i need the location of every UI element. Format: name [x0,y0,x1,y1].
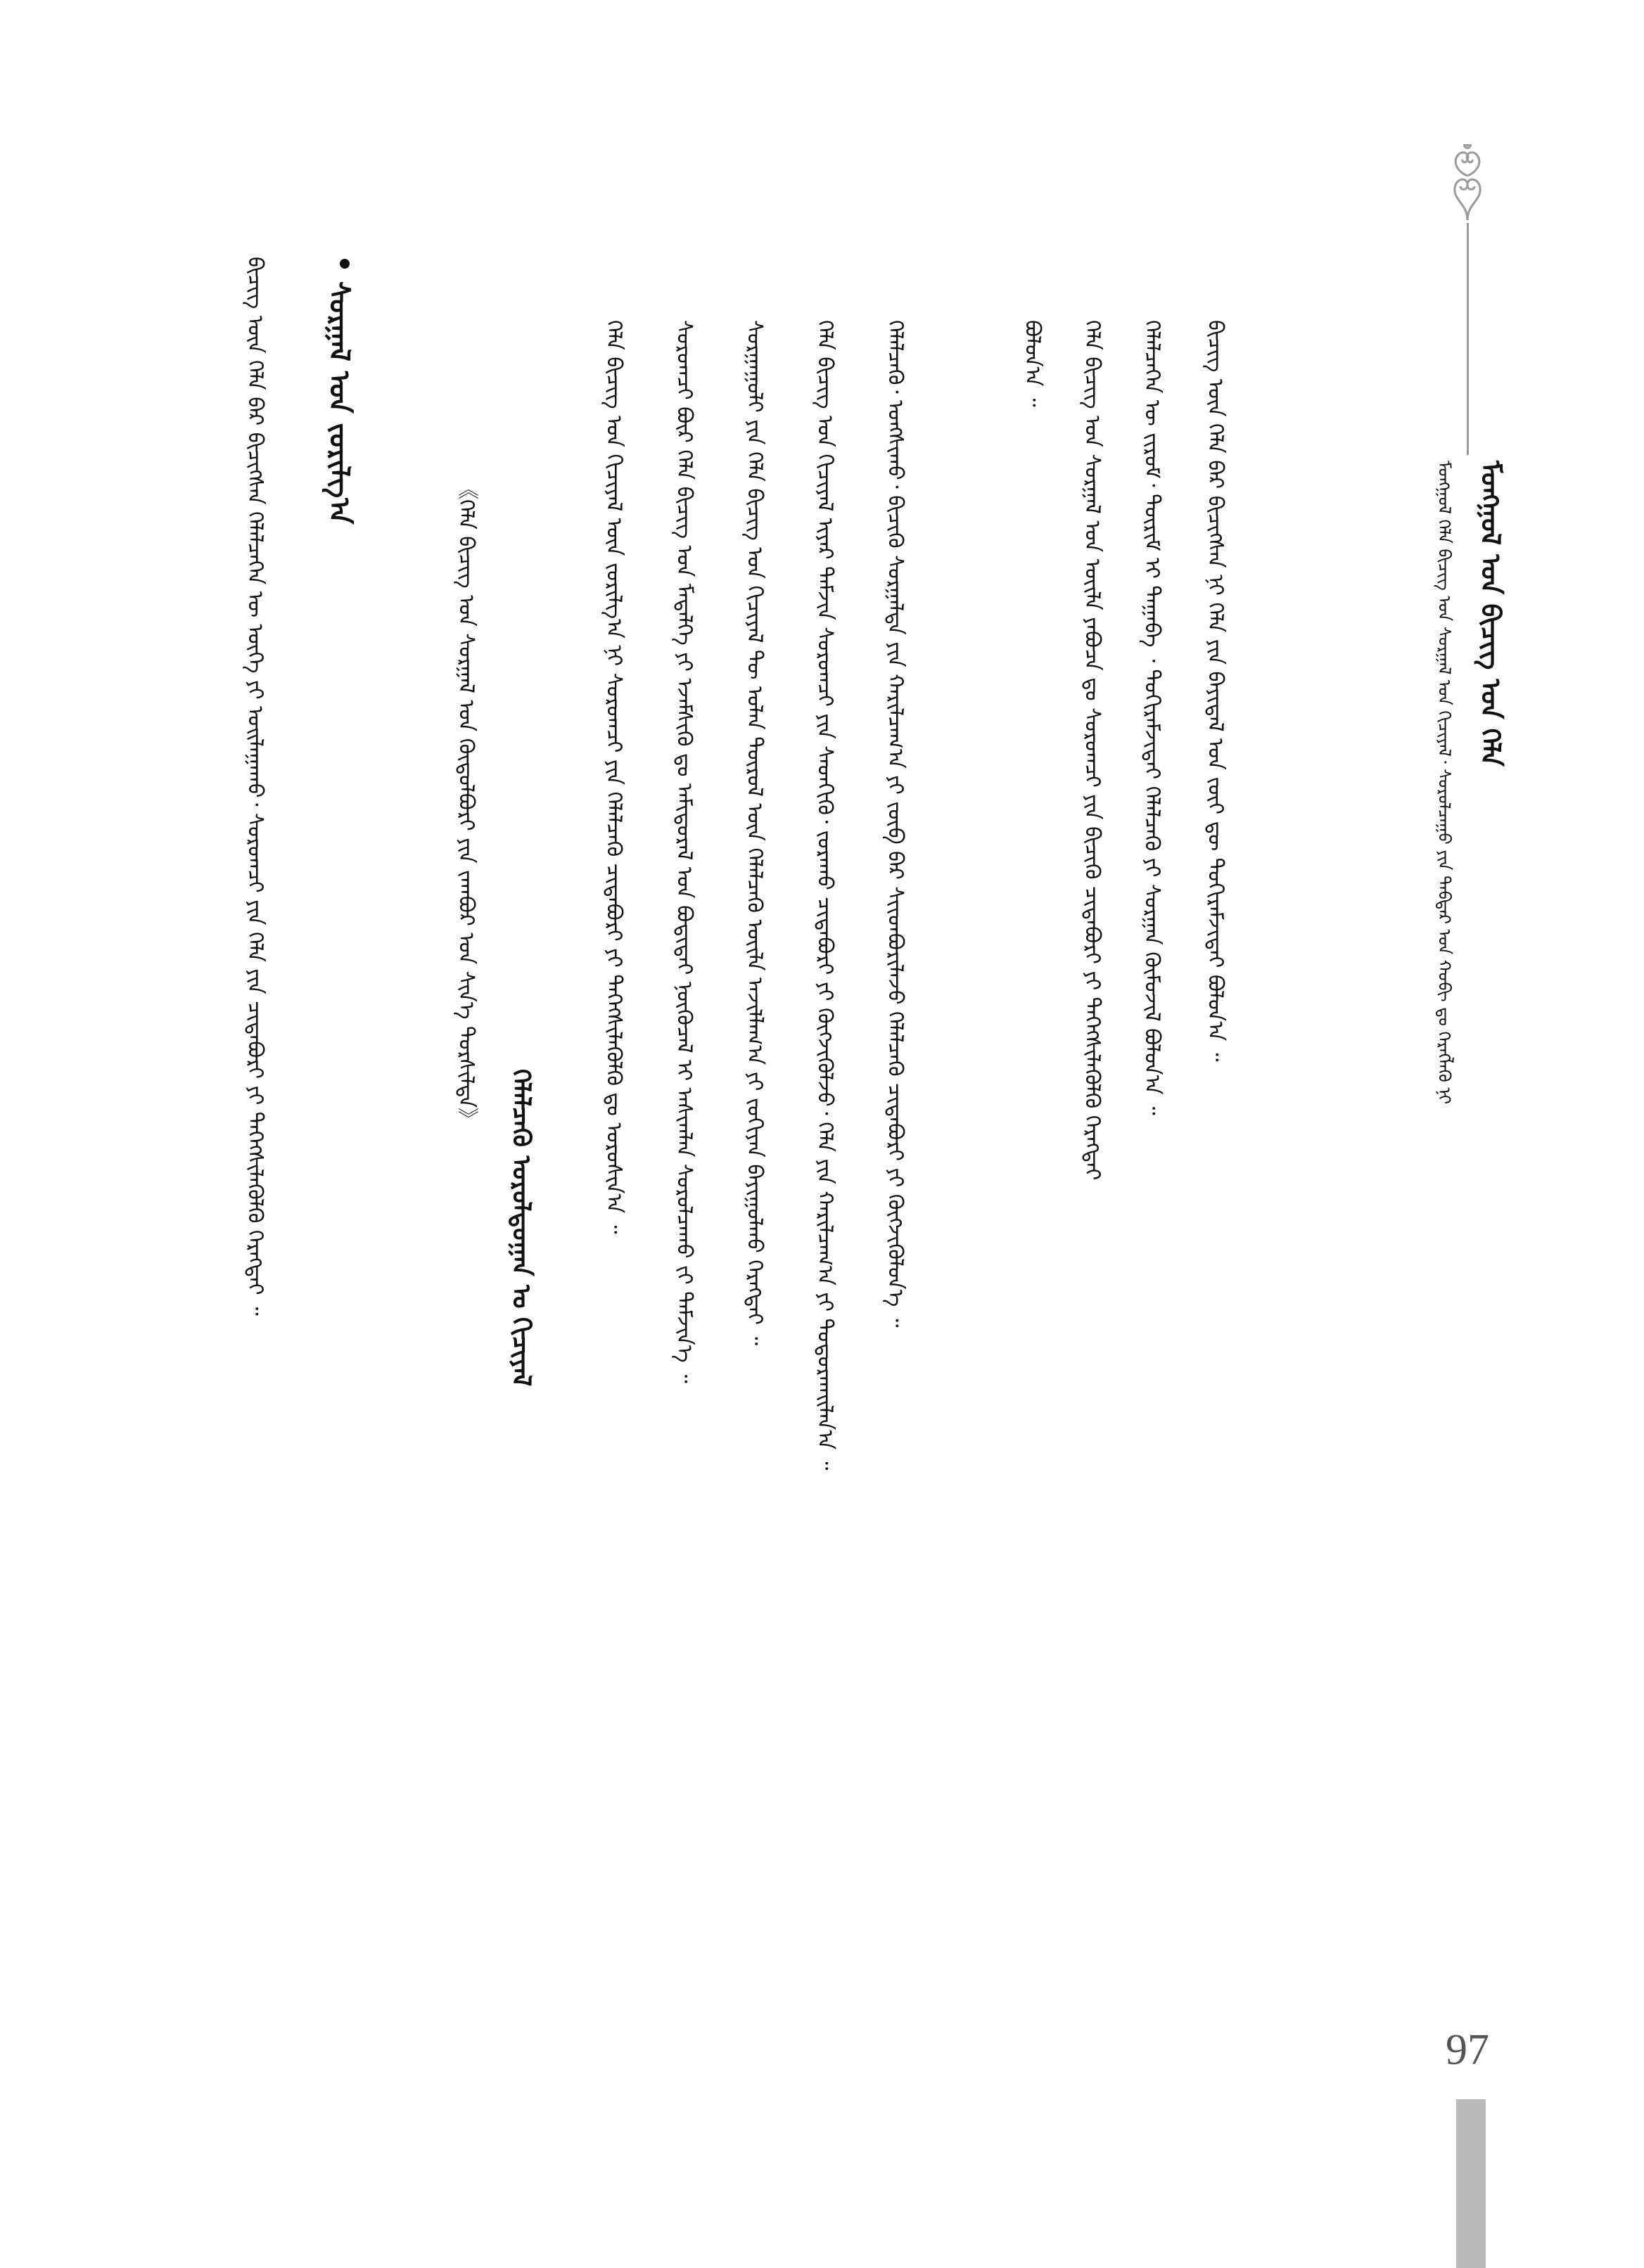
text-column-2: ᠬᠡᠯᠡᠯᠴᠡᠭᠡᠨ ᠦ ᠵᠢᠷᠤᠮ᠂ ᠳᠦᠷᠢᠮ ᠢ ᠳᠠᠭᠠᠪᠠ ᠂ ᠲᠣᠬᠢᠷᠠᠮᠵᠢᠲᠠᠢ ᠬᠡᠯᠡᠯᠴᠡᠬᠦ ᠶᠢ ᠰᠤᠷᠭᠠᠨ ᠬᠥᠮᠦᠵᠢᠯ ᠪᠣᠯᠤᠨ᠎ᠠ ᠃ [1140,320,1164,1115]
text-column-7: ᠰᠤᠷᠭᠠᠭᠤᠯᠢ ᠶᠢᠨ ᠬᠡᠯᠡ ᠪᠢᠴᠢᠭ ᠤᠨ ᠬᠢᠴᠢᠶᠡᠯ ᠲᠦ ᠣᠯᠠᠨ ᠲᠥᠷᠥᠯ ᠦᠨ ᠬᠡᠯᠡᠯᠴᠡᠬᠦ ᠦᠢᠯᠡ ᠠᠵᠢᠯᠯᠠᠭ᠎ᠠ ᠶᠢ ᠵᠣᠬᠢᠶᠠᠨ ᠪᠠᠶᠢᠭᠤᠯᠬᠤ ᠬᠡᠷᠡᠭᠲᠡᠢ ᠃ [742,320,767,1346]
section-title: ᠬᠡᠯᠡᠯᠴᠡᠬᠦ ᠤᠷᠤᠯᠳᠤᠭᠠᠨ ᠤ ᠬᠢᠴᠢᠶᠡᠯ [506,1069,535,1387]
thumb-tab [1456,2099,1486,2268]
page-number: 97 [1446,2026,1489,2074]
text-column-9: ᠬᠡᠯᠡ ᠪᠢᠴᠢᠭ ᠤᠨ ᠬᠢᠴᠢᠶᠡᠯ ᠦᠨ ᠵᠣᠷᠢᠯᠭ᠎ᠠ ᠨᠢ ᠰᠤᠷᠤᠭᠴᠢ ᠶᠢᠨ ᠬᠡᠯᠡᠯᠴᠡᠬᠦ ᠴᠢᠳᠠᠪᠤᠷᠢ ᠶᠢ ᠳᠡᠭᠡᠭᠰᠢᠯᠡᠭᠦᠯᠬᠦ ᠳᠤ ᠣᠷᠣᠰᠢᠨ᠎ᠠ ᠃ [601,320,626,1234]
text-column-3: ᠬᠡᠯᠡ ᠪᠢᠴᠢᠭ ᠤᠨ ᠰᠤᠷᠭᠠᠯ ᠤᠨ ᠦᠢᠯᠡ ᠶᠠᠪᠤᠴᠠ ᠳᠤ ᠰᠤᠷᠤᠭᠴᠢ ᠶᠢᠨ ᠪᠢᠴᠢᠬᠦ ᠴᠢᠳᠠᠪᠤᠷᠢ ᠶᠢ ᠳᠡᠭᠡᠭᠰᠢᠯᠡᠭᠦᠯᠬᠦ ᠬᠡᠷᠡᠭᠲᠡᠢ [1080,320,1104,1181]
bullet-marker-icon [340,259,350,269]
text-column-1: ᠪᠢᠴᠢᠭ ᠦᠨ ᠬᠡᠯᠡ ᠪᠡᠷ ᠪᠢᠴᠢᠭᠰᠡᠨ ᠨᠢ ᠬᠡᠯᠡ ᠶᠢᠨ ᠪᠠᠶᠢᠳᠠᠯ ᠤᠨ ᠵᠦᠢ ᠳᠦ ᠲᠣᠬᠢᠷᠠᠮᠵᠢᠲᠠᠢ ᠪᠣᠯᠤᠨ᠎ᠠ ᠃ [1203,320,1228,1062]
bullet-heading: ᠰᠤᠷᠭᠠᠯ ᠤᠨ ᠵᠣᠷᠢᠯᠭ᠎ᠠ [323,281,355,525]
text-column-5: ᠬᠡᠯᠡᠯᠴᠡᠬᠦ᠂ ᠤᠩᠰᠢᠬᠤ᠂ ᠪᠢᠴᠢᠬᠦ ᠰᠤᠷᠭᠠᠯᠳᠠ ᠶᠢᠨ ᠬᠠᠷᠢᠯᠴᠠᠭ᠎ᠠ ᠶᠢ ᠵᠦᠪ ᠪᠠᠷ ᠰᠢᠢᠳᠪᠦᠷᠢᠯᠡᠵᠦ ᠬᠡᠯᠡᠯᠴᠡᠬᠦ ᠴᠢᠳᠠᠪᠤᠷᠢ ᠶᠢ ᠬᠥᠭᠵᠢᠭᠦᠯᠦᠨ᠎ᠡ ᠃ [883,320,907,1328]
header-title-short: ᠮᠣᠩᠭᠣᠯ ᠤᠨ ᠪᠢᠴᠢᠭ ᠤᠨ ᠬᠡᠯᠡ [1475,461,1506,767]
running-header [1420,144,1511,1241]
text-column-4: ᠪᠣᠯᠤᠨ᠎ᠠ ᠃ [1020,320,1045,407]
header-title-long: ᠮᠣᠩᠭᠣᠯ ᠬᠡᠯᠡ ᠪᠢᠴᠢᠭ ᠤᠨ ᠰᠤᠷᠭᠠᠯ ᠤᠨ ᠬᠢᠴᠢᠶᠡᠯ᠂ ᠰᠤᠷᠤᠯᠴᠠᠭᠤ ᠶᠢᠨ ᠳᠡᠪᠲᠡᠷ ᠤᠨ ᠬᠤᠪᠢ ᠳᠤ ᠬᠡᠷᠡᠭᠯᠡᠬᠦ ᠨᠢ [1434,461,1454,1105]
section-subtitle: 《ᠬᠡᠯᠡ ᠪᠢᠴᠢᠭ ᠤᠨ ᠰᠤᠷᠭᠠᠯ ᠤᠨ ᠬᠥᠲᠦᠯᠪᠦᠷᠢ ᠶᠢᠨ ᠵᠠᠭᠪᠤᠷ ᠤᠨ ᠰᠢᠨ᠎ᠡ ᠲᠤᠷᠰᠢᠯᠲᠠ》 [454,478,478,1129]
text-column-last: ᠪᠢᠴᠢᠭ ᠦᠨ ᠬᠡᠯᠡ ᠪᠡᠷ ᠪᠢᠴᠢᠭᠰᠡᠨ ᠬᠡᠯᠡᠯᠴᠡᠭᠡᠨ ᠦ ᠦᠭᠡ ᠶᠢ ᠣᠢᠯᠠᠭᠠᠬᠤ᠂ ᠰᠤᠷᠤᠭᠴᠢ ᠶᠢᠨ ᠬᠡᠯᠡ ᠶᠢᠨ ᠴᠢᠳᠠᠪᠤᠷᠢ ᠶᠢ ᠳᠡᠭᠡᠭᠰᠢᠯᠡᠭᠦᠯᠬᠦ ᠬᠡᠷᠡᠭᠲᠡᠢ ᠃ [243,257,267,1316]
header-rule [1467,223,1469,455]
text-column-8: ᠰᠤᠷᠤᠭᠴᠢ ᠪᠦᠷ ᠬᠡᠯᠡ ᠪᠢᠴᠢᠭ ᠤᠨ ᠮᠡᠳᠡᠯᠭᠡ ᠶᠢ ᠡᠵᠡᠮᠰᠢᠬᠦ ᠳᠤ ᠠᠮᠢᠳᠤᠷᠠᠯ ᠤᠨ ᠪᠣᠳᠢᠳᠠᠢ ᠨᠥᠬᠦᠴᠡᠯ ᠢ ᠠᠰᠢᠭᠯᠠᠨ ᠰᠤᠷᠤᠯᠴᠠᠬᠤ ᠵᠢ ᠳᠡᠮᠵᠢᠨ᠎ᠡ ᠃ [672,320,696,1383]
flourish-ornament-icon [1439,144,1496,222]
text-column-6: ᠬᠡᠯᠡ ᠪᠢᠴᠢᠭ ᠤᠨ ᠬᠢᠴᠢᠶᠡᠯ ᠢᠶᠡᠷ ᠳᠠᠮᠵᠢᠨ ᠰᠤᠷᠤᠭᠴᠢ ᠶᠢᠨ ᠰᠡᠳᠬᠢᠬᠦ᠂ ᠵᠤᠷᠠᠬᠤ ᠴᠢᠳᠠᠪᠤᠷᠢ ᠶᠢ ᠬᠥᠭᠵᠢᠭᠦᠯᠵᠦ᠂ ᠬᠡᠯᠡ ᠶᠢᠨ ᠬᠠᠷᠢᠯᠴᠠᠭ᠎ᠠ ᠶᠢ ᠲᠣᠳᠤᠷᠬᠠᠢᠯᠠᠨ᠎ᠠ ᠃ [813,320,837,1471]
